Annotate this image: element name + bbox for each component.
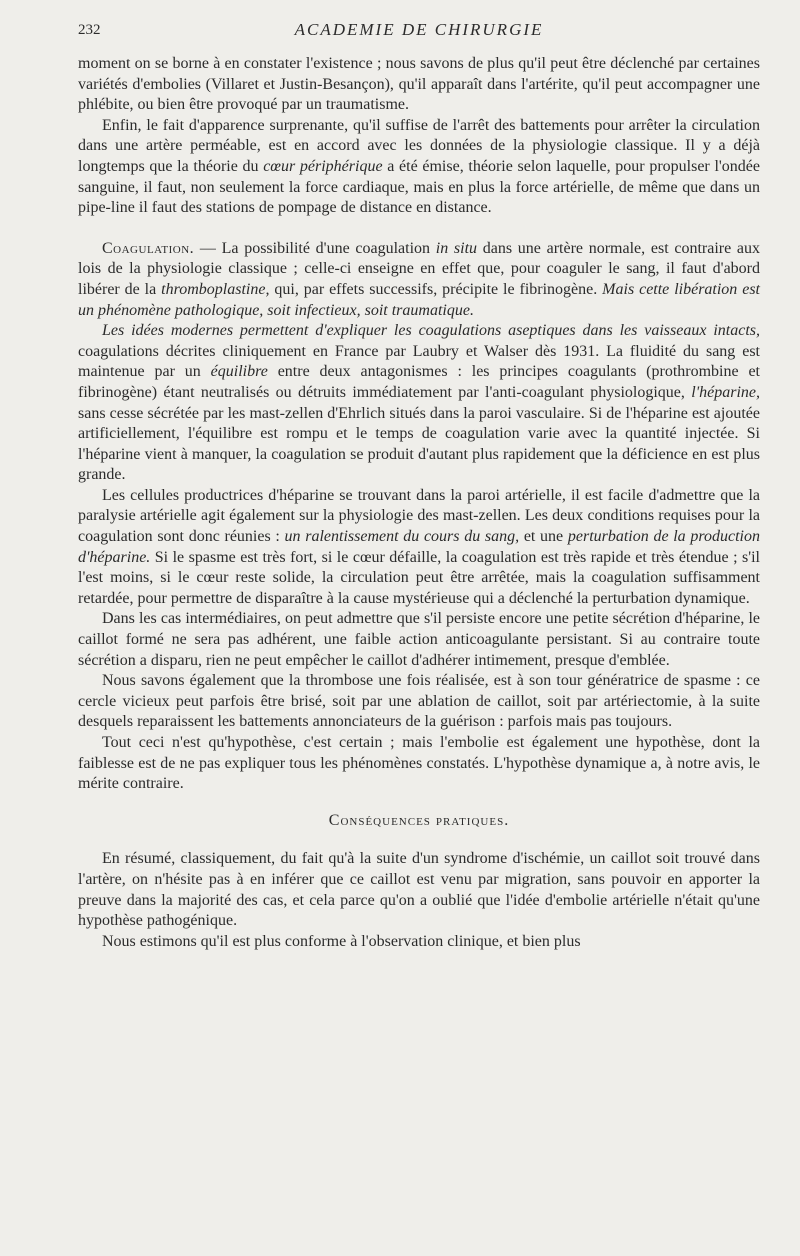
emphasis: perturbation de la production d'héparine.: [78, 528, 761, 566]
emphasis: Mais cette libération est un phénomène pathologique, soit infectieux, soit traumatique.: [78, 280, 761, 319]
paragraph-4: [78, 321, 760, 486]
body-text: [78, 54, 760, 952]
paragraph-heading: Coagulation.: [102, 239, 195, 257]
emphasis: cœur périphérique: [263, 157, 383, 175]
paragraph-9: En résumé, classiquement, du fait qu'à la suite d'un syndrome d'ischémie, un caillot soit trouvé dans l'artère, on n'hésite pas à en inférer que ce caillot est venu par migration, sans pouvoir en apporter la preuve dans la majorité des cas, et cela parce qu'on a oublié que l'idée d'embolie artérielle n'était qu'une hypothèse pathogénique.: [78, 850, 760, 930]
text-run: coagulations décrites cliniquement en France par Laubry et Walser dès 1931. La fluidité du sang est maintenue par un: [78, 342, 760, 381]
text-run: qui, par effets successifs, précipite le fibrinogène.: [269, 280, 603, 298]
spacer: [78, 219, 760, 239]
paragraph-5: [78, 486, 760, 610]
paragraph-3: [78, 239, 760, 321]
paragraph-7: Nous savons également que la thrombose une fois réalisée, est à son tour génératrice de spasme : ce cercle vicieux peut parfois être brisé, soit par une ablation de caillot, soit par artériectomie, à la suite desquels reparaissent les battements annonciateurs de la guérison : parfois mais pas toujours.: [78, 672, 760, 731]
text-run: Les cellules productrices d'héparine se trouvant dans la paroi artérielle, il est facile d'admettre que la paralysie artérielle agit également sur la physiologie des mast-zellen. Les deux conditions requises pour la coagulation sont donc réunies :: [78, 486, 760, 546]
paragraph-1: moment on se borne à en constater l'existence ; nous savons de plus qu'il peut être déclenché par certaines variétés d'embolies (Villaret et Justin-Besançon), qu'il apparaît dans l'artérite, qu'il peut accompagner une phlébite, ou bien être provoqué par un traumatisme.: [78, 55, 760, 114]
paragraph-8: Tout ceci n'est qu'hypothèse, c'est certain ; mais l'embolie est également une hypothèse, dont la faiblesse est de ne pas expliquer tous les phénomènes constatés. L'hypothèse dynamique a, à notre avis, le mérite contraire.: [78, 734, 760, 793]
emphasis: équilibre: [210, 363, 268, 381]
text-run: Si le spasme est très fort, si le cœur défaille, la coagulation est très rapide et très étendue ; s'il l'est moins, si le cœur reste solide, la circulation peut être arrêtée, mais la coagulation suffisamment retardée, pour permettre de disparaître à la cause mystérieuse qui a déclenché la perturbation dynamique.: [78, 548, 760, 607]
section-heading: Conséquences pratiques.: [328, 811, 510, 829]
paragraph-2: [78, 116, 760, 219]
running-title: ACADEMIE DE CHIRURGIE: [294, 20, 544, 39]
text-run: sans cesse sécrétée par les mast-zellen d'Ehrlich situés dans la paroi vasculaire. Si de l'héparine est ajoutée artificiellement, l'équilibre est rompu et le temps de coagulation varie avec la quantité injectée. Si l'héparine vient à manquer, la coagulation se produit d'autant plus rapidement que la déficience en est plus grande.: [78, 404, 760, 484]
page-header: [78, 18, 760, 44]
emphasis: in situ: [435, 239, 478, 257]
text-run: a été émise, théorie selon laquelle, pour propulser l'ondée sanguine, il faut, non seulement la force cardiaque, mais en plus la force artérielle, de même que dans un pipe-line il faut des stations de pompage de distance en distance.: [78, 157, 760, 217]
emphasis: thromboplastine,: [161, 280, 270, 298]
text-run: dans une artère normale, est contraire aux lois de la physiologie classique ; celle-ci enseigne en effet que, pour coaguler le sang, il faut d'abord libérer de la: [78, 239, 761, 298]
paragraph-6: Dans les cas intermédiaires, on peut admettre que s'il persiste encore une petite sécrétion d'héparine, le caillot formé ne sera pas adhérent, une faible action anticoagulante persistant. Si au contraire toute sécrétion a disparu, rien ne peut empêcher le caillot d'adhérer intimement, presque d'emblée.: [78, 610, 760, 669]
text-run: Enfin, le fait d'apparence surprenante, qu'il suffise de l'arrêt des battements pour arrêter la circulation dans une artère perméable, est en accord avec les données de la physiologie classique. Il y a déjà longtemps que la théorie du: [78, 116, 760, 175]
paragraph-10: Nous estimons qu'il est plus conforme à l'observation clinique, et bien plus: [102, 932, 581, 950]
emphasis: l'héparine,: [691, 383, 760, 401]
emphasis: un ralentissement du cours du sang,: [284, 528, 520, 546]
emphasis: Les idées modernes permettent d'expliquer les coagulations aseptiques dans les vaisseaux intacts,: [102, 322, 760, 340]
text-run: entre deux antagonismes : les principes coagulants (prothrombine et fibrinogène) étant neutralisés ou détruits immédiatement par l'anti-coagulant physiologique,: [78, 363, 760, 401]
text-run: et une: [519, 528, 568, 546]
text-run: — La possibilité d'une coagulation: [194, 239, 436, 257]
page-number: 232: [78, 22, 101, 38]
